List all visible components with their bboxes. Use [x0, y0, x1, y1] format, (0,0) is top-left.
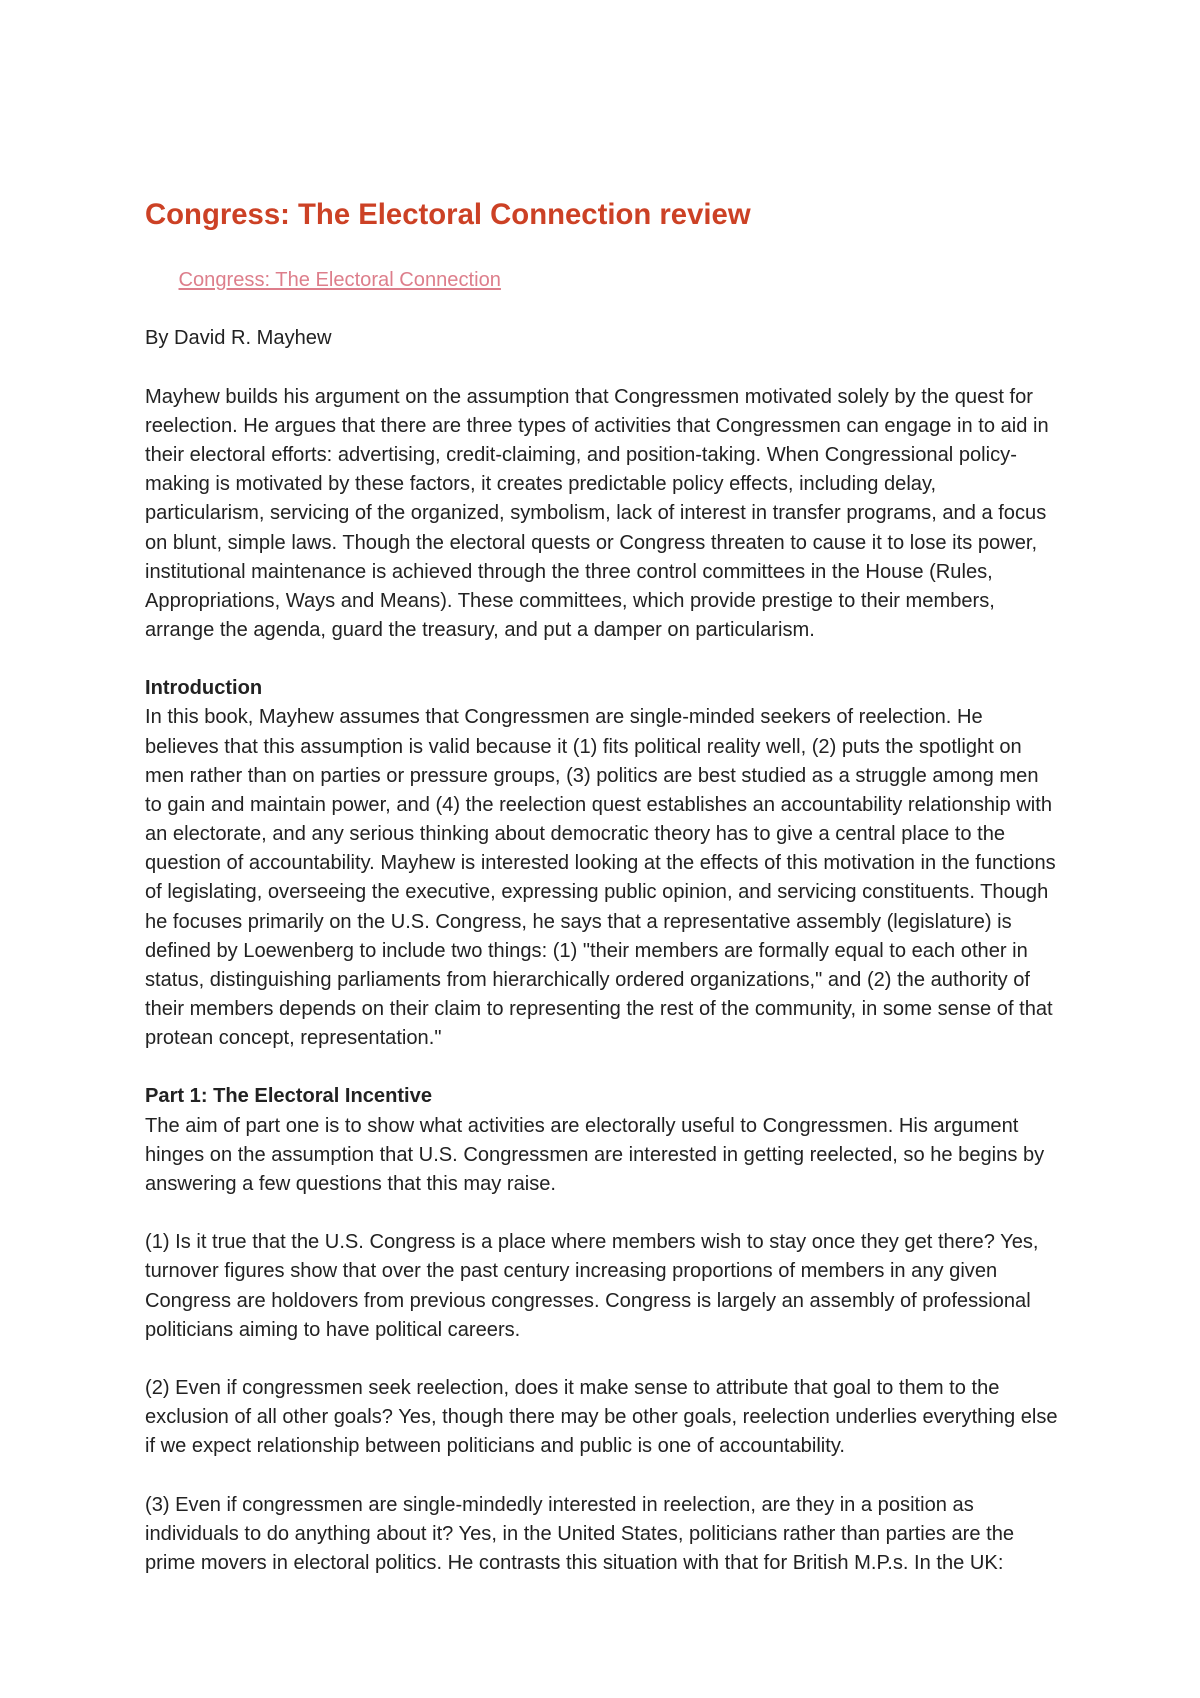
introduction-paragraph: In this book, Mayhew assumes that Congressmen are single-minded seekers of reelection. He believes that this assumption is valid because it (1) fits political reality well, (2) puts the spotlight on men rather than on parties or pressure groups, (3) politics are best studied as a struggle among men to gain and maintain power, and (4) the reelection quest establishes an accountability relationship with an electorate, and any serious thinking about democratic theory has to give a central place to the question of accountability. Mayhew is interested looking at the effects of this motivation in the functions of legislating, overseeing the executive, expressing public opinion, and servicing constituents. Though he focuses primarily on the U.S. Congress, he says that a representative assembly (legislature) is defined by Loewenberg to include two things: (1) "their members are formally equal to each other in status, distinguishing parliaments from hierarchically ordered organizations," and (2) the authority of their members depends on their claim to representing the rest of the community, in some sense of that protean concept, representation."	[145, 706, 1056, 1050]
introduction-heading: Introduction	[145, 677, 263, 700]
part1-paragraph: The aim of part one is to show what activities are electorally useful to Congressmen. His argument hinges on the assumption that U.S. Congressmen are interested in getting reelected, so he begins by answering a few questions that this may raise.	[145, 1114, 1045, 1195]
part1-section	[145, 1082, 1165, 1578]
document-title: Congress: The Electoral Connection review	[145, 198, 751, 231]
document-body	[145, 237, 1165, 1578]
introduction-section	[145, 674, 1165, 1053]
part1-heading: Part 1: The Electoral Incentive	[145, 1085, 432, 1108]
question-2-paragraph: (2) Even if congressmen seek reelection, does it make sense to attribute that goal to them to the exclusion of all other goals? Yes, though there may be other goals, reelection underlies everything else if we expect relationship between politicians and public is one of accountability.	[145, 1377, 1058, 1458]
book-link-row	[145, 237, 1165, 324]
question-3-paragraph: (3) Even if congressmen are single-mindedly interested in reelection, are they in a position as individuals to do anything about it? Yes, in the United States, politicians rather than parties are the prime movers in electoral politics. He contrasts this situation with that for British M.P.s. In the UK:	[145, 1493, 1015, 1574]
book-link[interactable]: Congress: The Electoral Connection	[178, 269, 501, 292]
byline: By David R. Mayhew	[145, 327, 332, 350]
question-1-paragraph: (1) Is it true that the U.S. Congress is a place where members wish to stay once they get there? Yes, turnover figures show that over the past century increasing proportions of members in any given Congress are holdovers from previous congresses. Congress is largely an assembly of professional politicians aiming to have political careers.	[145, 1231, 1039, 1341]
summary-paragraph: Mayhew builds his argument on the assumption that Congressmen motivated solely by the quest for reelection. He argues that there are three types of activities that Congressmen can engage in to aid in their electoral efforts: advertising, credit-claiming, and position-taking. When Congressional policy- making is motivated by these factors, it creates predictable policy effects, including delay, particularism, servicing of the organized, symbolism, lack of interest in transfer programs, and a focus on blunt, simple laws. Though the electoral quests or Congress threaten to cause it to lose its power, institutional maintenance is achieved through the three control committees in the House (Rules, Appropriations, Ways and Means). These committees, which provide prestige to their members, arrange the agenda, guard the treasury, and put a damper on particularism.	[145, 385, 1049, 642]
